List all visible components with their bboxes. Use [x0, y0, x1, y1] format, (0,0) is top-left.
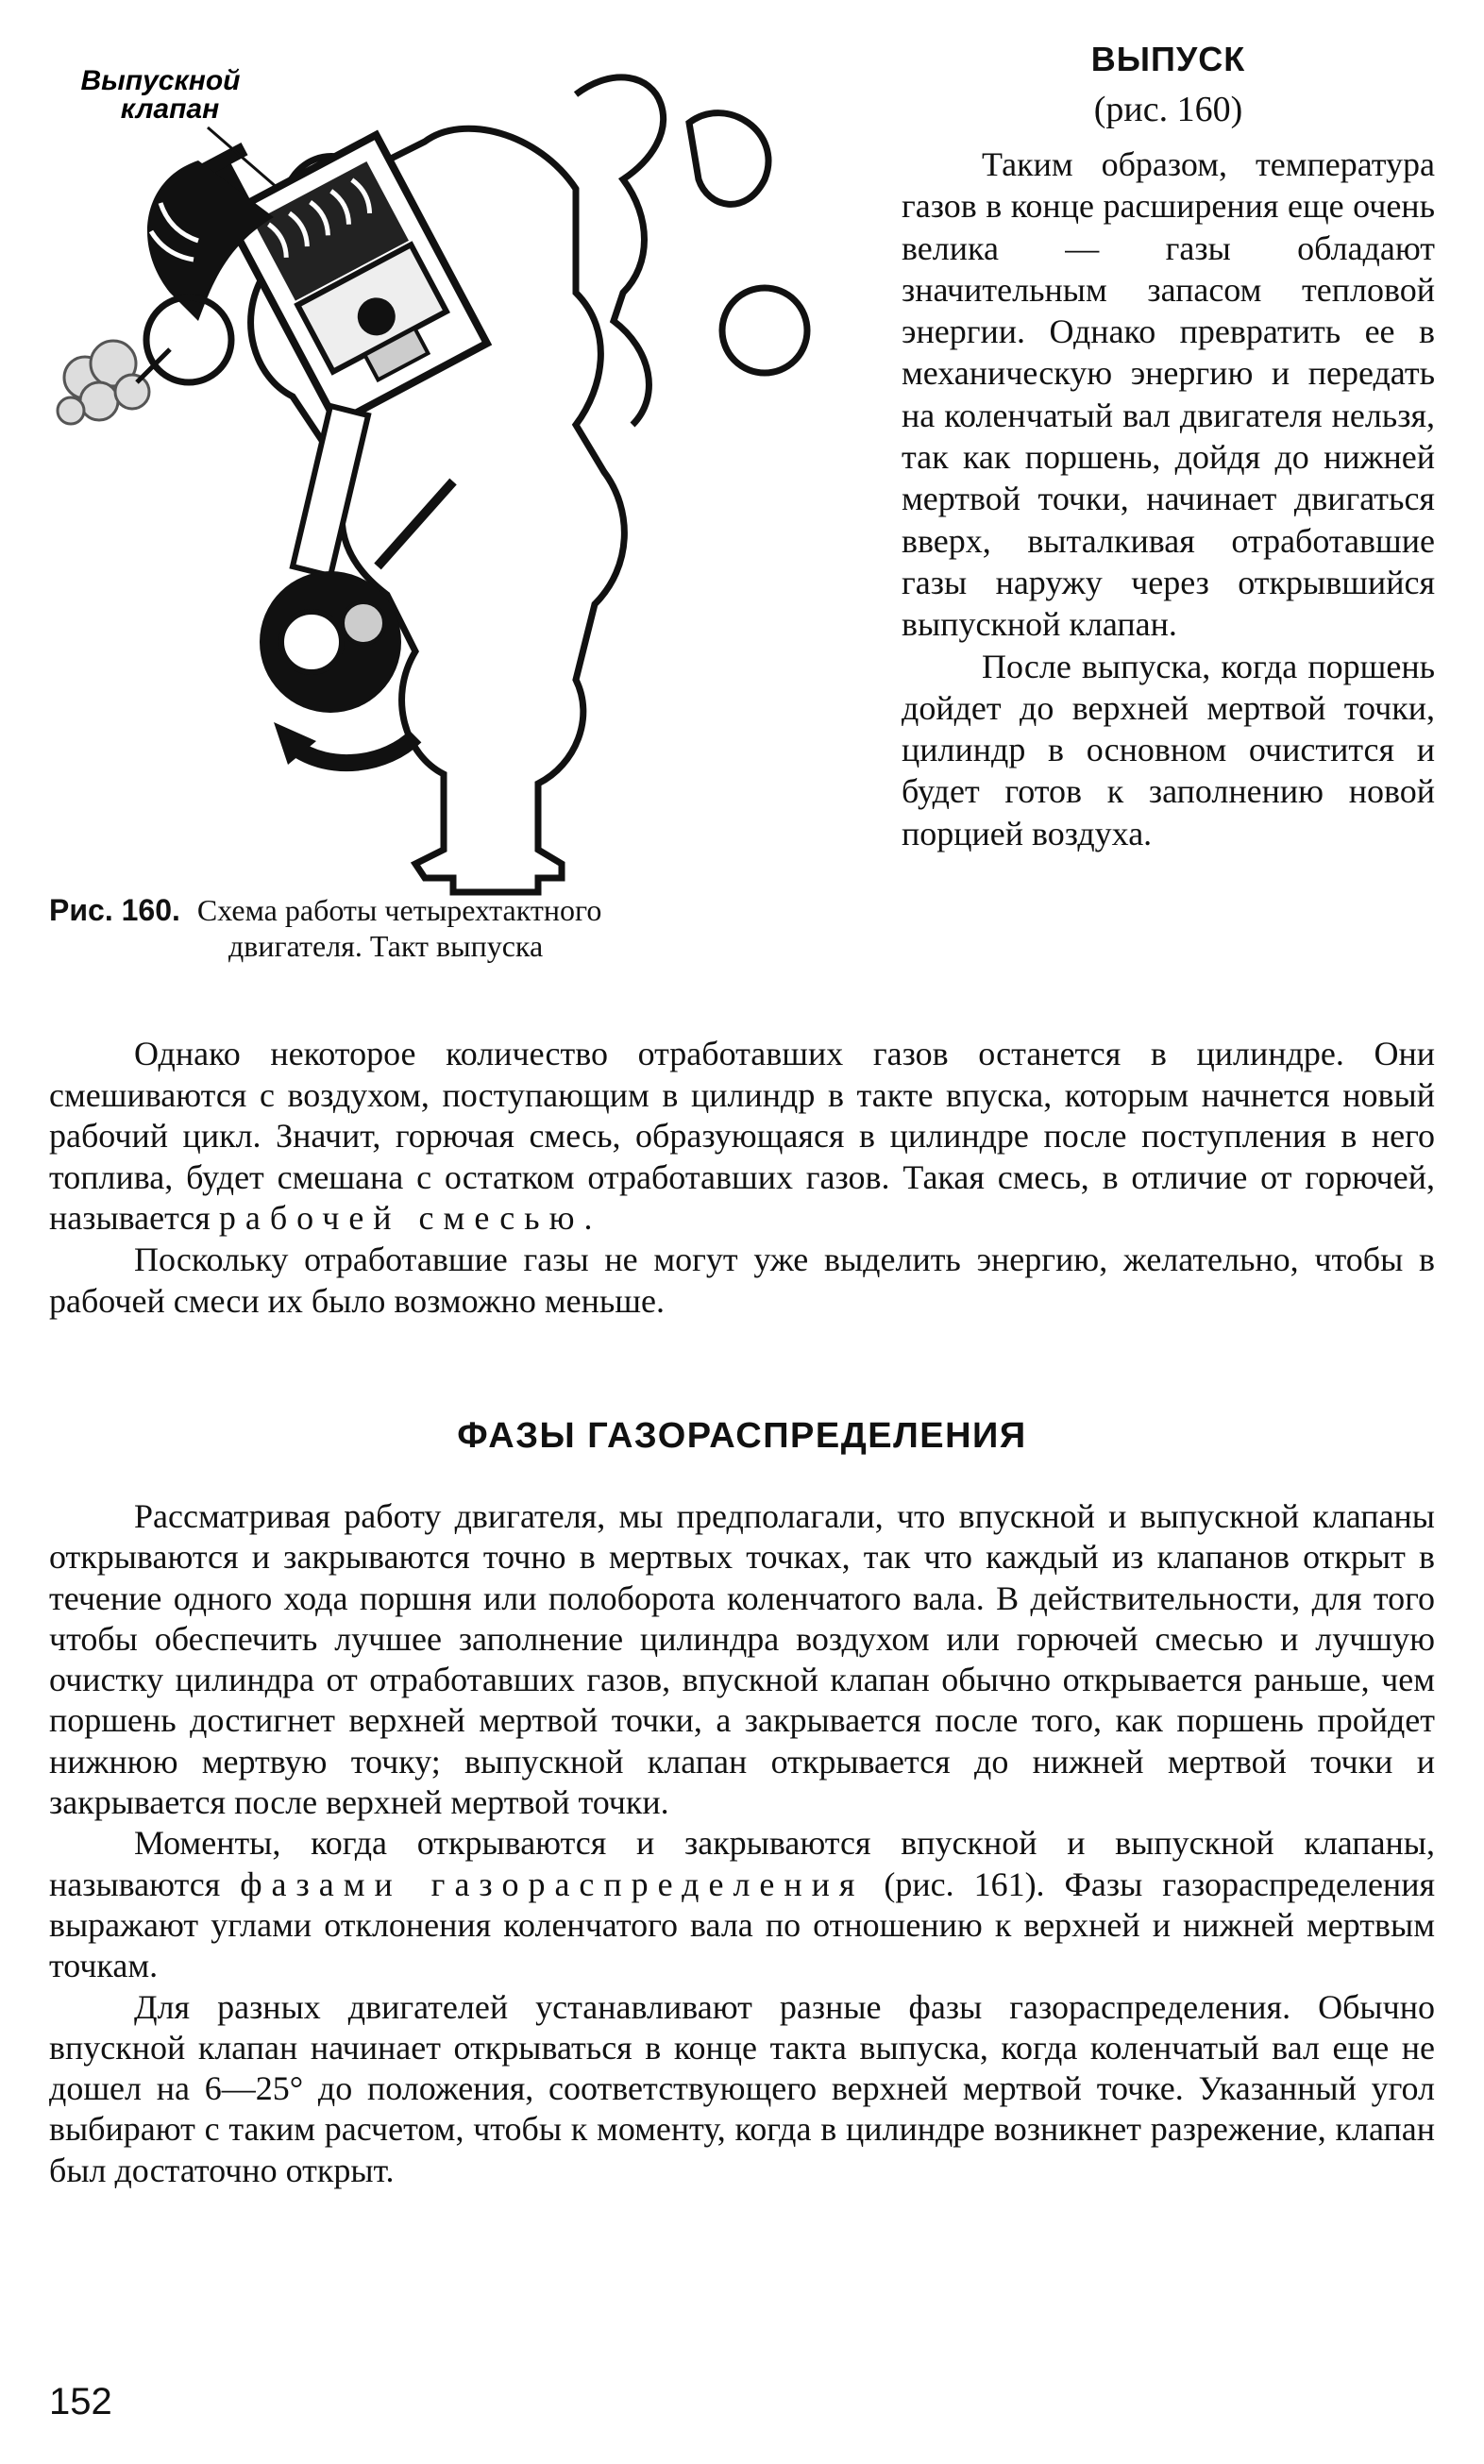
valve-label-line1: Выпускной: [80, 65, 241, 96]
engine-exhaust-figure: [47, 38, 859, 916]
connecting-rod: [293, 406, 368, 576]
term-valve-timing: фазами газораспределения: [240, 1865, 865, 1903]
engine-schematic-illustration: [47, 38, 859, 916]
paragraph: [49, 1823, 1435, 1986]
paragraph: Для разных двигателей устанавливают разные фазы газораспределения. Обычно впускной клапан начинает открываться в конце такта выпуска, когда коленчатый вал еще не дошел на 6—25° до положения, соответствующего верхней мертвой точке. Указанный угол выбирают с таким расчетом, чтобы к моменту, когда в цилиндре возникнет разрежение, клапан был достаточно открыт.: [49, 1987, 1435, 2189]
figure-caption: [49, 892, 852, 964]
term-working-mixture: рабочей смесью.: [218, 1199, 602, 1238]
valve-timing-body: [49, 1496, 1435, 2191]
page-number: 152: [49, 2381, 112, 2422]
cylinder: [192, 85, 487, 428]
caption-label: Рис. 160.: [49, 893, 180, 927]
caption-line2: двигателя. Такт выпуска: [228, 929, 544, 963]
right-housing-circle: [722, 288, 807, 373]
section-title-valve-timing: ФАЗЫ ГАЗОРАСПРЕДЕЛЕНИЯ: [457, 1416, 1027, 1456]
full-width-text: [49, 1034, 1435, 1322]
caption-line1: Схема работы четырехтактного: [196, 893, 602, 927]
paragraph-text: Однако некоторое количество отработавших газов останется в цилиндре. Они смешиваются с воздухом, поступающим в цилиндр в такте впуска, которым начнется новый рабочий цикл. Значит, горючая смесь, образующаяся в цилиндре после поступления в него топлива, будет смешана с остатком отработавших газов. Такая смесь, в отличие от горючей, называется: [49, 1035, 1435, 1238]
exhaust-smoke: [58, 341, 149, 424]
paragraph: Поскольку отработавшие газы не могут уже выделить энергию, желательно, чтобы в рабочей смеси их было возможно меньше.: [49, 1240, 1435, 1320]
engine-right-outline: [576, 77, 664, 425]
section-figure-ref: (рис. 160): [1093, 90, 1243, 129]
paragraph: Рассматривая работу двигателя, мы предполагали, что впускной и выпускной клапаны открываются и закрываются точно в мертвых точках, так что каждый из клапанов открыт в течение одного хода поршня или полоборота коленчатого вала. В действительности, для того чтобы обеспечить лучшее заполнение цилиндра воздухом или горючей смесью и лучшую очистку цилиндра от отработавших газов, впускной клапан обычно открывается раньше, чем поршень достигнет верхней мертвой точки, а закрывается после того, как поршень пройдет нижнюю мертвую точку; выпускной клапан открывается до нижней мертвой точки и закрывается после верхней мертвой точки.: [49, 1497, 1435, 1822]
paragraph: Таким образом, температура газов в конце расширения еще очень велика — газы обладают значительным запасом тепловой энергии. Однако превратить ее в механическую энергию и передать на коленчатый вал двигателя нельзя, так как поршень, дойдя до нижней мертвой точки, начинает двигаться вверх, выталкивая отработавшие газы наружу через открывшийся выпускной клапан.: [902, 145, 1435, 644]
crank-arm: [378, 481, 453, 566]
paragraph-text: (рис. 161). Фазы газораспределения выражают углами отклонения коленчатого вала по отношению к верхней и нижней мертвым точкам.: [49, 1865, 1436, 1985]
right-column-text: [902, 38, 1435, 854]
valve-label-line2: клапан: [120, 93, 220, 125]
paragraph: [49, 1034, 1435, 1240]
crank-journal: [281, 612, 342, 672]
paragraph: После выпуска, когда поршень дойдет до верхней мертвой точки, цилиндр в основном очистится и будет готов к заполнению новой порцией воздуха.: [902, 647, 1435, 852]
section-title-exhaust: ВЫПУСК: [1090, 40, 1246, 78]
cam-housing-outline: [689, 113, 768, 205]
paragraph-text: Моменты, когда открываются и закрываются впускной и выпускной клапаны, называются: [49, 1824, 1435, 1903]
